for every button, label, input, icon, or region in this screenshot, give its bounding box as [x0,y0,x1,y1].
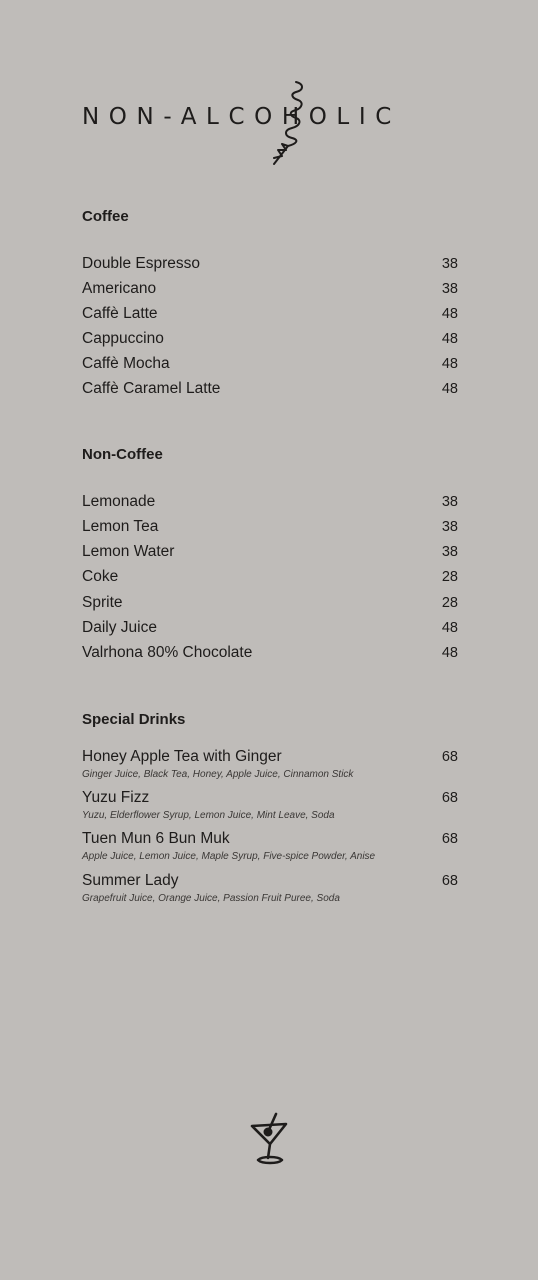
item-name: Caffè Latte [82,305,158,322]
menu-item [82,305,458,327]
item-price: 28 [441,569,458,585]
section-heading-non-coffee: Non-Coffee [82,446,163,463]
item-price: 38 [441,494,458,510]
item-name: Coke [82,568,119,585]
item-name: Sprite [82,594,123,611]
item-name: Caffè Mocha [82,355,170,372]
menu-item [82,255,458,277]
item-price: 38 [441,281,458,297]
special-item [82,789,458,821]
item-name: Honey Apple Tea with Ginger [82,748,282,765]
menu-item [82,644,458,666]
item-name: Summer Lady [82,872,179,889]
section-heading-special-drinks: Special Drinks [82,711,186,728]
item-name: Tuen Mun 6 Bun Muk [82,830,230,847]
menu-item [82,518,458,540]
special-item [82,830,458,862]
item-name: Americano [82,280,157,297]
item-price: 68 [441,831,458,847]
item-price: 38 [441,519,458,535]
menu-item [82,380,458,402]
item-name: Yuzu Fizz [82,789,150,806]
item-price: 28 [441,595,458,611]
item-price: 48 [441,645,458,661]
item-price: 68 [441,873,458,889]
item-description: Yuzu, Elderflower Syrup, Lemon Juice, Mint Leave, Soda [82,810,335,821]
menu-item [82,594,458,616]
item-price: 48 [441,306,458,322]
menu-title: NON-ALCOHOLIC [82,104,401,130]
item-price: 48 [441,331,458,347]
item-price: 68 [441,749,458,765]
menu-item [82,619,458,641]
item-name: Double Espresso [82,255,201,272]
item-name: Cappuccino [82,330,164,347]
item-name: Daily Juice [82,619,157,636]
item-price: 48 [441,620,458,636]
item-price: 38 [441,544,458,560]
item-name: Valrhona 80% Chocolate [82,644,253,661]
menu-item [82,355,458,377]
menu-item [82,543,458,565]
item-price: 48 [441,356,458,372]
menu-item [82,568,458,590]
item-price: 38 [441,256,458,272]
item-description: Apple Juice, Lemon Juice, Maple Syrup, Five-spice Powder, Anise [82,851,376,862]
menu-item [82,493,458,515]
squiggle-icon [270,80,310,168]
item-price: 48 [441,381,458,397]
cocktail-glass-icon [248,1110,290,1168]
menu-title-block [82,80,462,170]
item-description: Ginger Juice, Black Tea, Honey, Apple Juice, Cinnamon Stick [82,769,354,780]
special-item [82,748,458,780]
item-price: 68 [441,790,458,806]
item-description: Grapefruit Juice, Orange Juice, Passion Fruit Puree, Soda [82,893,340,904]
item-name: Lemon Tea [82,518,159,535]
section-heading-coffee: Coffee [82,208,129,225]
special-item [82,872,458,904]
menu-item [82,280,458,302]
menu-item [82,330,458,352]
item-name: Caffè Caramel Latte [82,380,221,397]
item-name: Lemonade [82,493,156,510]
item-name: Lemon Water [82,543,175,560]
